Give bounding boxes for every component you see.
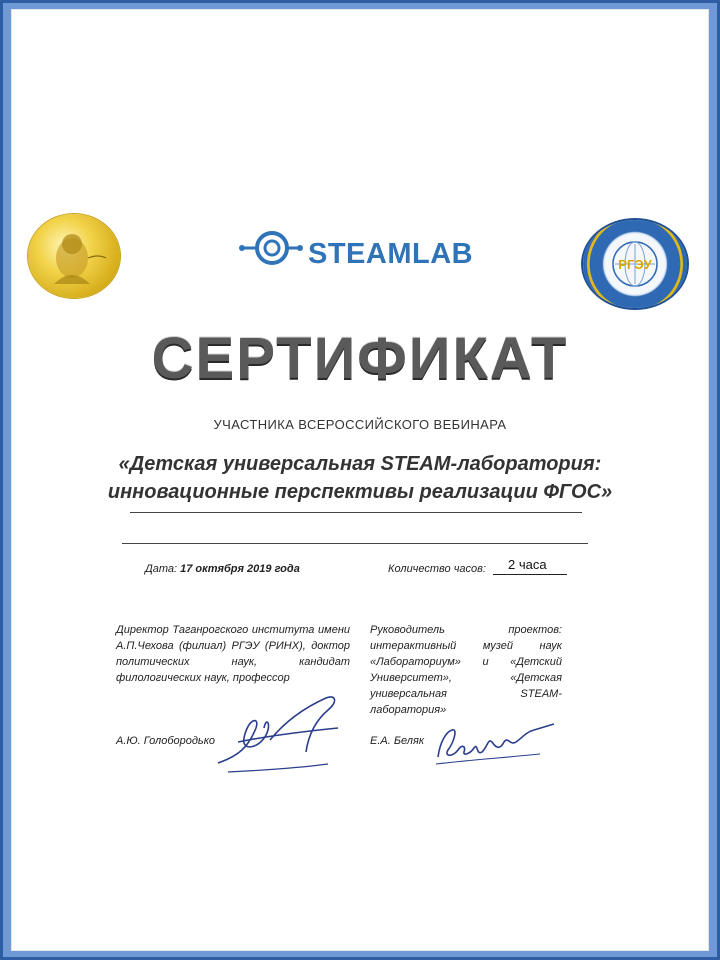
hours-value: 2 часа <box>508 557 547 572</box>
hours-underline <box>493 574 567 575</box>
steamlab-circuit-icon <box>238 228 304 268</box>
date-label: Дата: <box>145 563 178 575</box>
certificate-subtitle: УЧАСТНИКА ВСЕРОССИЙСКОГО ВЕБИНАРА <box>213 417 507 432</box>
left-signer-name: А.Ю. Голобородько <box>116 735 216 747</box>
fill-line-2 <box>122 543 588 544</box>
date-field <box>145 563 300 575</box>
right-signer-name: Е.А. Беляк <box>370 735 425 747</box>
right-signature-icon <box>430 712 560 772</box>
left-signer-position: Директор Таганрогского института имени А.П.Чехова (филиал) РГЭУ (РИНХ), доктор политических наук, кандидат филологических наук, профессор <box>116 624 350 684</box>
webinar-title-line1: «Детская универсальная STEAM-лаборатория: <box>118 453 602 475</box>
steamlab-logo-text: STEAMLAB <box>308 238 474 270</box>
svg-text:РГЭУ: РГЭУ <box>618 257 652 272</box>
rgeu-seal-icon <box>583 220 687 308</box>
certificate-title: СЕРТИФИКАТ <box>151 326 569 391</box>
webinar-title-line2: инновационные перспективы реализации ФГОС» <box>107 481 613 503</box>
fill-line-1 <box>130 512 582 513</box>
date-value: 17 октября 2019 года <box>180 563 300 575</box>
left-signature-icon <box>208 688 358 783</box>
hours-label: Количество часов: <box>388 563 486 575</box>
gold-medal-portrait-icon <box>28 214 120 298</box>
webinar-title <box>80 450 640 506</box>
right-signer-position: Руководитель проектов: интерактивный музей наук «Лабораториум» и «Детский Университет», «Детская универсальная STEAM-лаборатория» <box>370 624 562 716</box>
